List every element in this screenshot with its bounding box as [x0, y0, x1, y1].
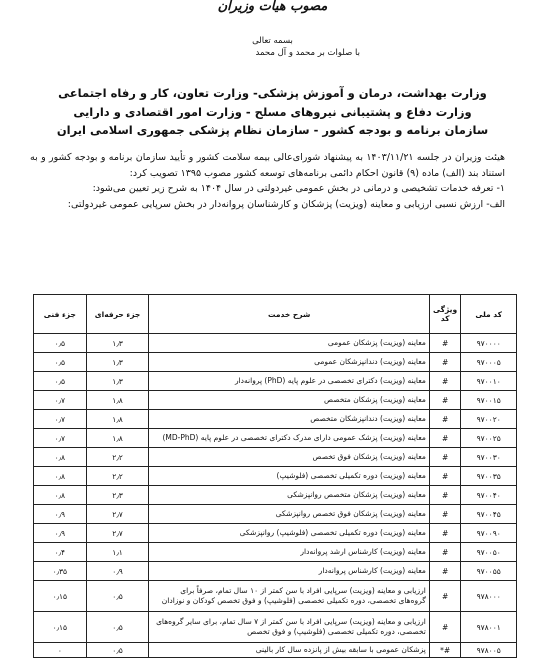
decree-body — [30, 150, 505, 212]
code-cell: ۹۷۰۰۲۵ — [461, 429, 517, 448]
code-cell: ۹۷۰۰۹۰ — [461, 524, 517, 543]
description-cell: معاینه (ویزیت) دوره تکمیلی تخصصی (فلوشیپ) روانپزشکی — [149, 524, 429, 543]
header-feature: ویژگی کد — [429, 295, 460, 334]
description-cell: ارزیابی و معاینه (ویزیت) سرپایی افراد با سن کمتر از ۱۰ سال تمام، صرفاً برای گروه‌های تخصصی، دوره تکمیلی تخصصی (فلوشیپ) و فوق تخصص کودکان و نوزادان — [149, 581, 429, 612]
code-cell: ۹۷۰۰۴۵ — [461, 505, 517, 524]
description-cell: معاینه (ویزیت) دکترای تخصصی در علوم پایه (PhD) پروانه‌دار — [149, 372, 429, 391]
table-row — [34, 429, 517, 448]
table-row — [34, 372, 517, 391]
professional-cell: ۱٫۳ — [86, 334, 149, 353]
technical-cell: ۰ — [34, 643, 87, 658]
table-row — [34, 486, 517, 505]
feature-cell: # — [429, 486, 460, 505]
professional-cell: ۰٫۵ — [86, 612, 149, 643]
description-cell: ارزیابی و معاینه (ویزیت) سرپایی افراد با سن کمتر از ۷ سال تمام، برای سایر گروه‌های تخصصی، دوره تکمیلی تخصصی (فلوشیپ) و فوق تخصص — [149, 612, 429, 643]
technical-cell: ۰٫۸ — [34, 467, 87, 486]
description-cell: معاینه (ویزیت) پزشکان متخصص روانپزشکی — [149, 486, 429, 505]
table-row — [34, 643, 517, 658]
code-cell: ۹۷۸۰۰۱ — [461, 612, 517, 643]
header-technical: جزء فنی — [34, 295, 87, 334]
professional-cell: ۱٫۸ — [86, 410, 149, 429]
addressee-line: سازمان برنامه و بودجه کشور - سازمان نظام پزشکی جمهوری اسلامی ایران — [56, 123, 489, 137]
feature-cell: # — [429, 334, 460, 353]
code-cell: ۹۷۰۰۰۵ — [461, 353, 517, 372]
code-cell: ۹۷۰۰۰۰ — [461, 334, 517, 353]
table-header-row — [34, 295, 517, 334]
code-cell: ۹۷۰۰۱۵ — [461, 391, 517, 410]
technical-cell: ۰٫۵ — [34, 372, 87, 391]
feature-cell: #* — [429, 643, 460, 658]
feature-cell: # — [429, 581, 460, 612]
feature-cell: # — [429, 524, 460, 543]
table-row — [34, 612, 517, 643]
addressee-line: وزارت دفاع و پشتیبانی نیروهای مسلح - وزارت امور اقتصادی و دارایی — [73, 104, 472, 119]
feature-cell: # — [429, 429, 460, 448]
feature-cell: # — [429, 467, 460, 486]
table-row — [34, 448, 517, 467]
technical-cell: ۰٫۷ — [34, 391, 87, 410]
description-cell: معاینه (ویزیت) پزشکان متخصص — [149, 391, 429, 410]
professional-cell: ۱٫۸ — [86, 391, 149, 410]
code-cell: ۹۷۰۰۵۵ — [461, 562, 517, 581]
description-cell: معاینه (ویزیت) دندانپزشکان عمومی — [149, 353, 429, 372]
code-cell: ۹۷۸۰۰۵ — [461, 643, 517, 658]
technical-cell: ۰٫۹ — [34, 505, 87, 524]
feature-cell: # — [429, 448, 460, 467]
technical-cell: ۰٫۸ — [34, 486, 87, 505]
technical-cell: ۰٫۷ — [34, 410, 87, 429]
professional-cell: ۱٫۱ — [86, 543, 149, 562]
technical-cell: ۰٫۷ — [34, 429, 87, 448]
document-header-title: مصوب هیأت وزیران — [217, 0, 328, 14]
description-cell: پزشکان عمومی با سابقه بیش از پانزده سال کار بالینی — [149, 643, 429, 658]
table-row — [34, 581, 517, 612]
table-body — [34, 334, 517, 658]
addressee-line: وزارت بهداشت، درمان و آموزش پزشکی- وزارت تعاون، کار و رفاه اجتماعی — [58, 86, 487, 100]
salawat-line: با صلوات بر محمد و آل محمد — [255, 48, 360, 58]
header-description: شرح خدمت — [149, 295, 429, 334]
description-cell: معاینه (ویزیت) پزشکان عمومی — [149, 334, 429, 353]
feature-cell: # — [429, 505, 460, 524]
feature-cell: # — [429, 562, 460, 581]
technical-cell: ۰٫۸ — [34, 448, 87, 467]
code-cell: ۹۷۰۰۳۰ — [461, 448, 517, 467]
professional-cell: ۰٫۵ — [86, 581, 149, 612]
professional-cell: ۰٫۵ — [86, 643, 149, 658]
code-cell: ۹۷۰۰۵۰ — [461, 543, 517, 562]
professional-cell: ۲٫۷ — [86, 524, 149, 543]
technical-cell: ۰٫۵ — [34, 334, 87, 353]
professional-cell: ۲٫۲ — [86, 448, 149, 467]
feature-cell: # — [429, 543, 460, 562]
table-row — [34, 410, 517, 429]
technical-cell: ۰٫۵ — [34, 353, 87, 372]
description-cell: معاینه (ویزیت) پزشک عمومی دارای مدرک دکترای تخصصی در علوم پایه (MD-PhD) — [149, 429, 429, 448]
feature-cell: # — [429, 353, 460, 372]
feature-cell: # — [429, 372, 460, 391]
technical-cell: ۰٫۱۵ — [34, 612, 87, 643]
table-row — [34, 391, 517, 410]
code-cell: ۹۷۰۰۴۰ — [461, 486, 517, 505]
tariff-table — [33, 294, 517, 658]
table-row — [34, 353, 517, 372]
bismillah-line: بسمه تعالی — [252, 36, 293, 46]
description-cell: معاینه (ویزیت) کارشناس ارشد پروانه‌دار — [149, 543, 429, 562]
decree-paragraph: هیئت وزیران در جلسه ۱۴۰۳/۱۱/۲۱ به پیشنهاد شورای‌عالی بیمه سلامت کشور و تأیید سازمان برنامه و بودجه کشور و به استناد بند (الف) ماده (۹) قانون احکام دائمی برنامه‌های توسعه کشور مصوب ۱۳۹۵ تصویب کرد: — [30, 152, 506, 179]
table-row — [34, 334, 517, 353]
decree-item-1-a: الف- ارزش نسبی ارزیابی و معاینه (ویزیت) پزشکان و کارشناسان پروانه‌دار در بخش سرپایی عمومی غیردولتی: — [67, 198, 505, 210]
technical-cell: ۰٫۳۵ — [34, 562, 87, 581]
technical-cell: ۰٫۴ — [34, 543, 87, 562]
professional-cell: ۲٫۷ — [86, 505, 149, 524]
professional-cell: ۱٫۳ — [86, 372, 149, 391]
table-row — [34, 562, 517, 581]
technical-cell: ۰٫۱۵ — [34, 581, 87, 612]
header-professional: جزء حرفه‌ای — [86, 295, 149, 334]
description-cell: معاینه (ویزیت) کارشناس پروانه‌دار — [149, 562, 429, 581]
code-cell: ۹۷۸۰۰۰ — [461, 581, 517, 612]
description-cell: معاینه (ویزیت) دوره تکمیلی تخصصی (فلوشیپ) — [149, 467, 429, 486]
table-row — [34, 505, 517, 524]
code-cell: ۹۷۰۰۲۰ — [461, 410, 517, 429]
professional-cell: ۲٫۲ — [86, 467, 149, 486]
table-row — [34, 524, 517, 543]
technical-cell: ۰٫۹ — [34, 524, 87, 543]
table-row — [34, 543, 517, 562]
code-cell: ۹۷۰۰۳۵ — [461, 467, 517, 486]
feature-cell: # — [429, 410, 460, 429]
description-cell: معاینه (ویزیت) پزشکان فوق تخصص — [149, 448, 429, 467]
description-cell: معاینه (ویزیت) دندانپزشکان متخصص — [149, 410, 429, 429]
professional-cell: ۱٫۳ — [86, 353, 149, 372]
addressees-block — [0, 84, 545, 140]
table-row — [34, 467, 517, 486]
professional-cell: ۰٫۹ — [86, 562, 149, 581]
description-cell: معاینه (ویزیت) پزشکان فوق تخصص روانپزشکی — [149, 505, 429, 524]
feature-cell: # — [429, 391, 460, 410]
feature-cell: # — [429, 612, 460, 643]
code-cell: ۹۷۰۰۱۰ — [461, 372, 517, 391]
professional-cell: ۱٫۸ — [86, 429, 149, 448]
header-code: کد ملی — [461, 295, 517, 334]
decree-item-1: ۱- تعرفه خدمات تشخیصی و درمانی در بخش عمومی غیردولتی در سال ۱۴۰۴ به شرح زیر تعیین می‌شود: — [92, 183, 505, 194]
professional-cell: ۲٫۳ — [86, 486, 149, 505]
